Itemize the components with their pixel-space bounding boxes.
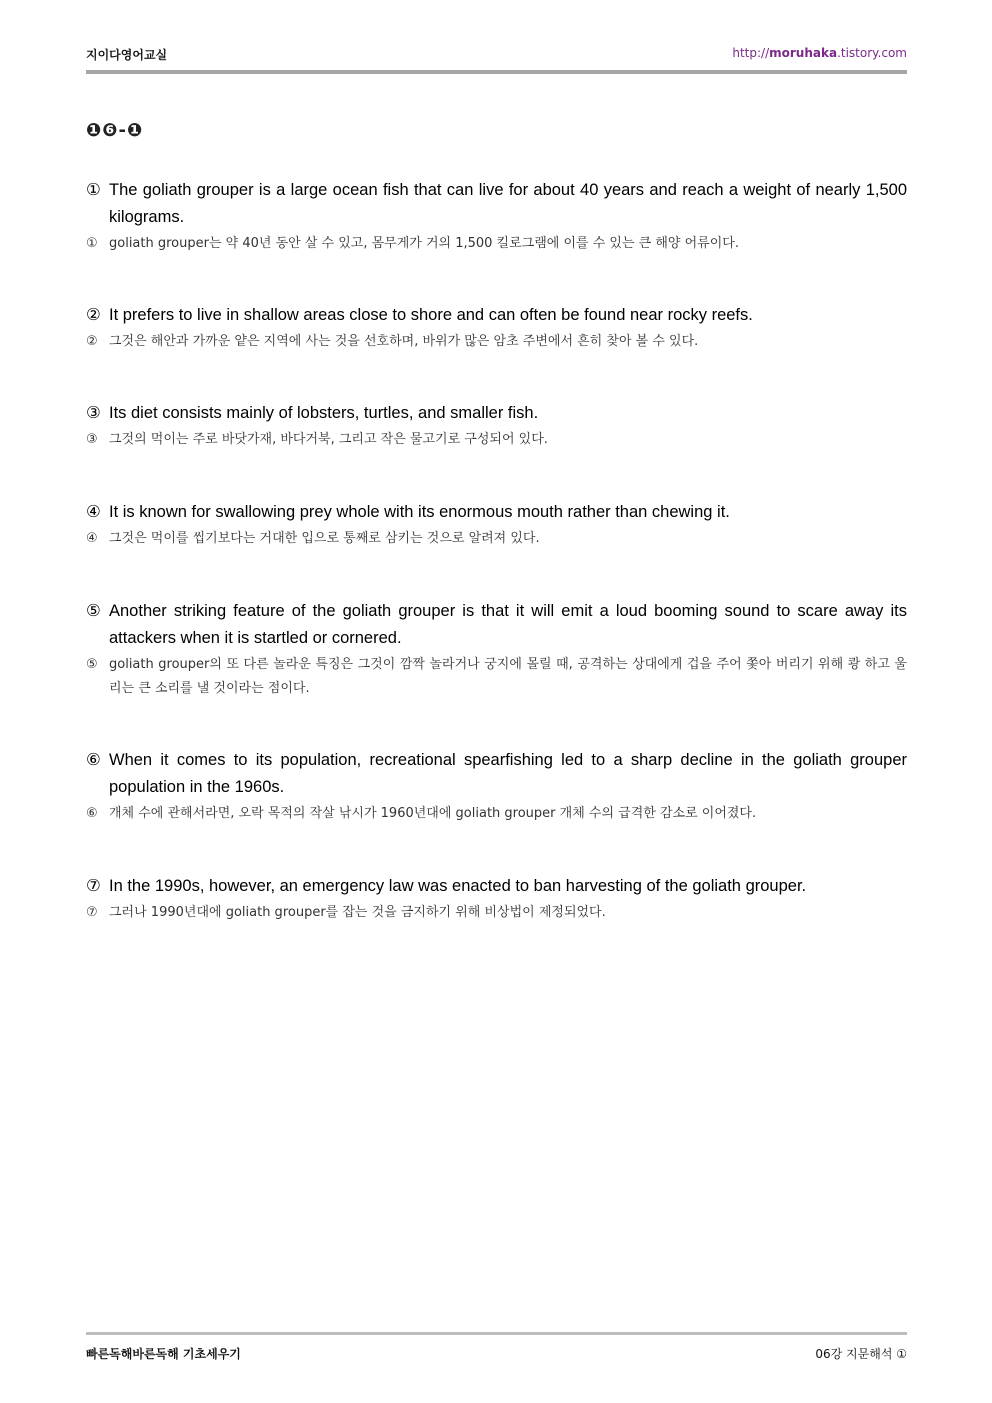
header-url[interactable]: [732, 46, 907, 60]
korean-text: 그것의 먹이는 주로 바닷가재, 바다거북, 그리고 작은 물고기로 구성되어 있다.: [109, 432, 548, 447]
sentence-item-2: [86, 302, 907, 354]
english-text: It is known for swallowing prey whole with its enormous mouth rather than chewing it.: [109, 503, 730, 521]
sentence-item-1: [86, 177, 907, 256]
translation-marker: ⑦: [86, 905, 98, 920]
korean-text: 그러나 1990년대에 goliath grouper를 잡는 것을 금지하기 위해 비상법이 제정되었다.: [109, 905, 606, 920]
footer-lesson-label: 06강 지문해석 ①: [815, 1347, 907, 1361]
english-text: Another striking feature of the goliath grouper is that it will emit a loud booming sound to scare away its attackers when it is startled or cornered.: [109, 602, 907, 647]
translation-marker: ④: [86, 531, 98, 546]
english-sentence: [86, 499, 907, 526]
sentence-marker: ③: [86, 404, 101, 422]
english-sentence: [86, 177, 907, 231]
english-text: The goliath grouper is a large ocean fish that can live for about 40 years and reach a weight of nearly 1,500 kilograms.: [109, 181, 907, 226]
english-text: In the 1990s, however, an emergency law was enacted to ban harvesting of the goliath grouper.: [109, 877, 807, 895]
sentence-marker: ⑤: [86, 602, 101, 620]
header-divider: [86, 70, 907, 74]
korean-translation: [86, 527, 907, 551]
footer-divider: [86, 1332, 907, 1335]
url-suffix: .tistory.com: [837, 46, 907, 60]
korean-text: goliath grouper는 약 40년 동안 살 수 있고, 몸무게가 거의 1,500 킬로그램에 이를 수 있는 큰 해양 어류이다.: [109, 236, 739, 251]
translation-marker: ②: [86, 334, 98, 349]
english-sentence: [86, 873, 907, 900]
sentence-marker: ⑦: [86, 877, 101, 895]
sentence-marker: ④: [86, 503, 101, 521]
section-number: ❶❻-❶: [86, 120, 144, 141]
korean-text: goliath grouper의 또 다른 놀라운 특징은 그것이 깜짝 놀라거나 궁지에 몰릴 때, 공격하는 상대에게 겁을 주어 쫓아 버리기 위해 쾅 하고 울리는 큰 소리를 낼 것이라는 점이다.: [109, 657, 907, 696]
sentence-item-4: [86, 499, 907, 551]
sentence-item-5: [86, 598, 907, 701]
sentence-marker: ⑥: [86, 751, 101, 769]
korean-translation: [86, 653, 907, 701]
korean-text: 개체 수에 관해서라면, 오락 목적의 작살 낚시가 1960년대에 goliath grouper 개체 수의 급격한 감소로 이어졌다.: [109, 806, 757, 821]
translation-marker: ⑥: [86, 806, 98, 821]
korean-translation: [86, 232, 907, 256]
korean-text: 그것은 먹이를 씹기보다는 거대한 입으로 통째로 삼키는 것으로 알려져 있다.: [109, 531, 540, 546]
english-sentence: [86, 400, 907, 427]
translation-marker: ⑤: [86, 657, 98, 672]
url-bold: moruhaka: [769, 46, 838, 60]
header-title: 지이다영어교실: [86, 48, 168, 62]
korean-translation: [86, 330, 907, 354]
sentence-marker: ①: [86, 181, 101, 199]
korean-translation: [86, 428, 907, 452]
footer-book-title: 빠른독해바른독해 기초세우기: [86, 1347, 241, 1361]
sentence-item-7: [86, 873, 907, 925]
korean-text: 그것은 해안과 가까운 얕은 지역에 사는 것을 선호하며, 바위가 많은 암초 주변에서 흔히 찾아 볼 수 있다.: [109, 334, 699, 349]
url-prefix: http://: [732, 46, 770, 60]
english-text: When it comes to its population, recreational spearfishing led to a sharp decline in the goliath grouper population in the 1960s.: [109, 751, 907, 796]
sentence-item-6: [86, 747, 907, 826]
english-sentence: [86, 747, 907, 801]
translation-marker: ③: [86, 432, 98, 447]
sentence-item-3: [86, 400, 907, 452]
sentence-marker: ②: [86, 306, 101, 324]
page-header: [86, 44, 907, 68]
english-sentence: [86, 302, 907, 329]
english-text: Its diet consists mainly of lobsters, turtles, and smaller fish.: [109, 404, 539, 422]
korean-translation: [86, 802, 907, 826]
english-text: It prefers to live in shallow areas close to shore and can often be found near rocky reefs.: [109, 306, 753, 324]
translation-marker: ①: [86, 236, 98, 251]
korean-translation: [86, 901, 907, 925]
english-sentence: [86, 598, 907, 652]
